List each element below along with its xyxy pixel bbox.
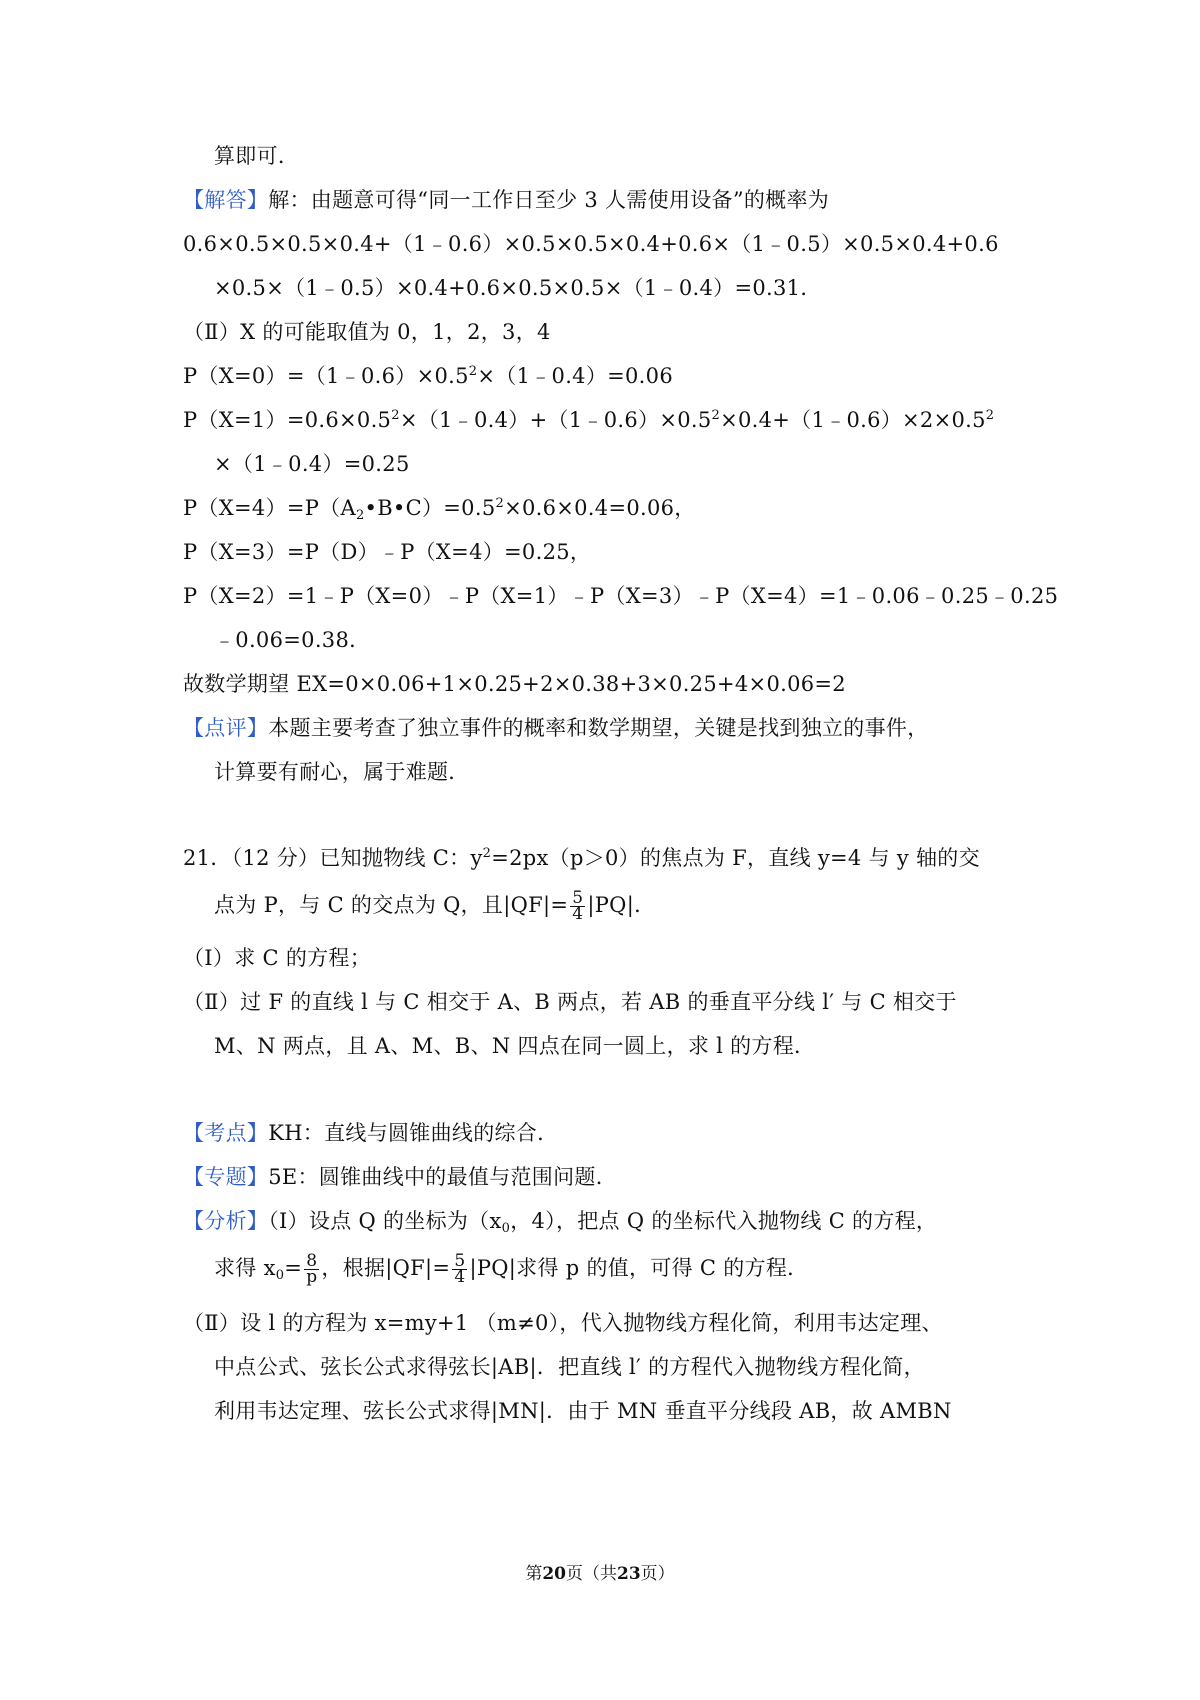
formula-line: ﹣0.06=0.38． xyxy=(214,628,371,652)
page-total: 23 xyxy=(617,1564,641,1584)
analysis-line: 【分析】（Ⅰ）设点 Q 的坐标为（$x_0$，4），把点 Q 的坐标代入抛物线 C 的方程， xyxy=(183,1209,938,1236)
text-line: 算即可． xyxy=(214,144,300,168)
answer-tag: 【解答】 xyxy=(183,188,269,212)
topic-line: 【专题】5E：圆锥曲线中的最值与范围问题． xyxy=(183,1165,617,1189)
formula-line: P（X=2）=1﹣P（X=0）﹣P（X=1）﹣P（X=3）﹣P（X=4）=1﹣0.06﹣0.25﹣0.25 xyxy=(183,584,1059,608)
formula-line: $P(X=4)=P(A_2•B•C)=0.5^2\times 0.6\times 0.4=0.06$， xyxy=(183,496,696,523)
text-line: ×0.5×（1﹣0.5）×0.4+0.6×0.5×0.5×（1﹣0.4）=0.31． xyxy=(214,276,822,300)
topic-tag: 【专题】 xyxy=(183,1165,269,1189)
question-part: （Ⅰ）求 C 的方程； xyxy=(183,946,372,970)
answer-line: 【解答】解：由题意可得“同一工作日至少 3 人需使用设备”的概率为 xyxy=(183,188,830,212)
analysis-line: 利用韦达定理、弦长公式求得|MN|．由于 MN 垂直平分线段 AB，故 AMBN xyxy=(214,1399,952,1423)
formula-line: $P(X=0)=(1﹣0.6)\times 0.5^2\times(1﹣0.4)=0.06$ xyxy=(183,364,673,388)
fraction: $\frac{5}{4}$ xyxy=(572,888,584,924)
analysis-line: 中点公式、弦长公式求得弦长|AB|．把直线 l′ 的方程代入抛物线方程化简， xyxy=(214,1355,925,1379)
page-number: 20 xyxy=(542,1564,566,1584)
question-part: （Ⅱ）过 F 的直线 l 与 C 相交于 A、B 两点，若 AB 的垂直平分线 l′ 与 C 相交于 xyxy=(183,990,957,1014)
text-line: 计算要有耐心，属于难题． xyxy=(214,760,470,784)
comment-line: 【点评】本题主要考查了独立事件的概率和数学期望，关键是找到独立的事件， xyxy=(183,716,929,740)
knowledge-point-line: 【考点】KH：直线与圆锥曲线的综合． xyxy=(183,1121,559,1145)
formula-line: P（X=3）=P（D）﹣P（X=4）=0.25， xyxy=(183,540,592,564)
analysis-line: 求得 $x_0=$ $\frac{8}{p}$ ，根据|QF|= $\frac{5}{4}$ |PQ|求得 p 的值，可得 C 的方程． xyxy=(214,1251,809,1287)
question-line: 21．（12 分）已知抛物线 C：$y^2=2px(p>0)$的焦点为 F，直线 y=4 与 y 轴的交 xyxy=(183,846,980,870)
question-line: 点为 P，与 C 的交点为 Q，且|QF|= $\frac{5}{4}$ |PQ|． xyxy=(214,888,656,924)
knowledge-point-tag: 【考点】 xyxy=(183,1121,269,1145)
fraction: $\frac{5}{4}$ xyxy=(454,1251,466,1287)
formula-line: $P(X=1)=0.6\times 0.5^2\times(1﹣0.4)+(1﹣0.6)\times 0.5^2\times 0.4+(1﹣0.6)\times 2\times 0.5^2$ xyxy=(183,408,995,432)
text-line: （Ⅱ）X 的可能取值为 0，1，2，3，4 xyxy=(183,320,551,344)
text-line: 0.6×0.5×0.5×0.4+（1﹣0.6）×0.5×0.5×0.4+0.6×（1﹣0.5）×0.5×0.4+0.6 xyxy=(183,232,999,256)
analysis-line: （Ⅱ）设 l 的方程为 x=my+1 （m≠0），代入抛物线方程化简，利用韦达定理、 xyxy=(183,1311,943,1335)
page-footer: 第20页（共23页） xyxy=(525,1564,675,1584)
question-part: M、N 两点，且 A、M、B、N 四点在同一圆上，求 l 的方程． xyxy=(214,1034,816,1058)
formula-line: ×（1﹣0.4）=0.25 xyxy=(214,452,410,476)
comment-tag: 【点评】 xyxy=(183,716,269,740)
fraction: $\frac{8}{p}$ xyxy=(306,1251,318,1287)
formula-line: 故数学期望 EX=0×0.06+1×0.25+2×0.38+3×0.25+4×0.06=2 xyxy=(183,672,846,696)
analysis-tag: 【分析】 xyxy=(183,1209,269,1233)
